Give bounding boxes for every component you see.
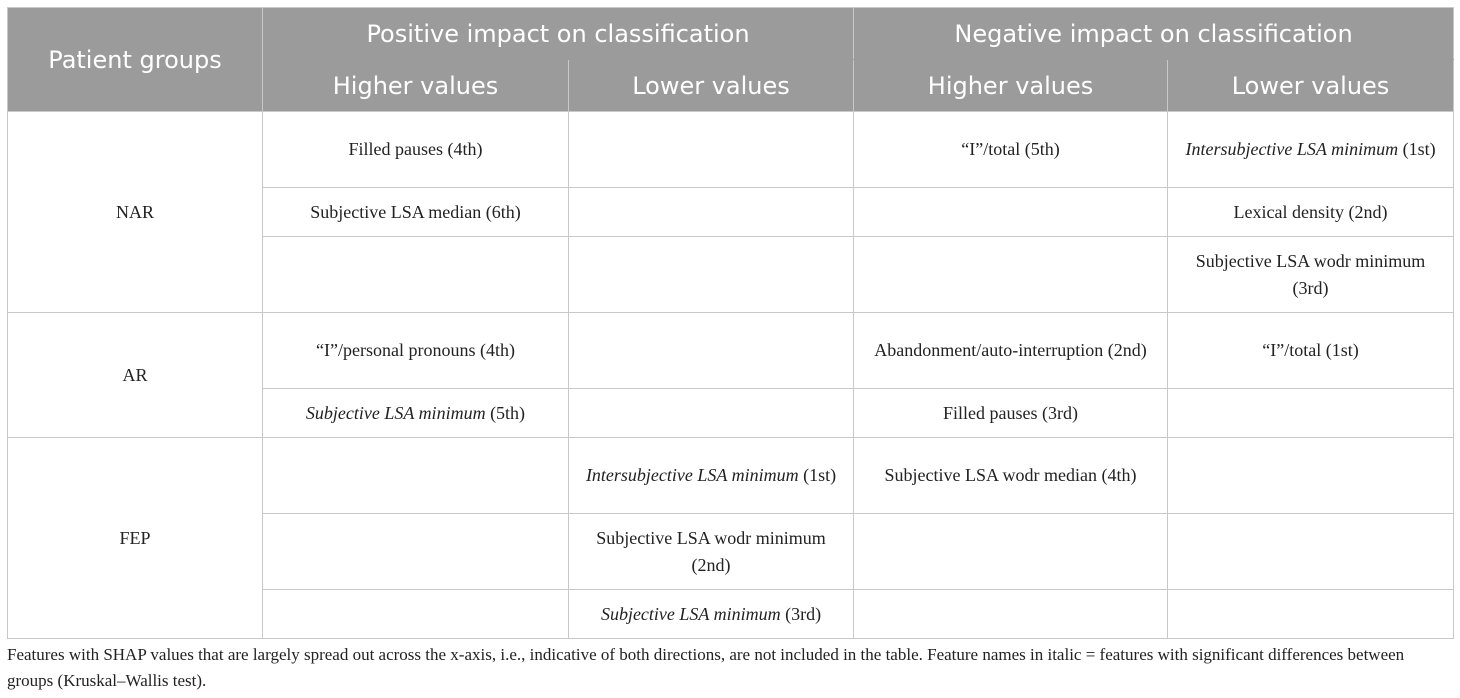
cell bbox=[263, 590, 569, 639]
cell bbox=[1168, 389, 1454, 438]
cell: Subjective LSA median (6th) bbox=[263, 188, 569, 237]
rank: (3rd) bbox=[785, 603, 822, 624]
table-row bbox=[8, 438, 1454, 514]
group-label-fep: FEP bbox=[8, 438, 263, 639]
cell bbox=[263, 237, 569, 313]
cell: Subjective LSA wodr median (4th) bbox=[854, 438, 1168, 514]
italic-feature: Subjective LSA minimum bbox=[305, 402, 486, 423]
cell: Abandonment/auto-interruption (2nd) bbox=[854, 313, 1168, 389]
rank: (1st) bbox=[803, 465, 837, 485]
header-positive-lower: Lower values bbox=[569, 60, 854, 112]
cell bbox=[854, 188, 1168, 237]
cell bbox=[569, 112, 854, 188]
rank: (1st) bbox=[1402, 139, 1436, 159]
cell bbox=[854, 237, 1168, 313]
cell bbox=[569, 313, 854, 389]
italic-feature: Subjective LSA minimum bbox=[600, 603, 781, 624]
italic-feature: Intersubjective LSA minimum bbox=[1185, 139, 1399, 159]
cell bbox=[1168, 514, 1454, 590]
cell: Filled pauses (4th) bbox=[263, 112, 569, 188]
cell: “I”/personal pronouns (4th) bbox=[263, 313, 569, 389]
rank: (5th) bbox=[490, 402, 526, 423]
cell bbox=[1168, 112, 1454, 188]
cell: “I”/total (1st) bbox=[1168, 313, 1454, 389]
cell: Filled pauses (3rd) bbox=[854, 389, 1168, 438]
italic-feature: Intersubjective LSA minimum bbox=[585, 465, 799, 485]
cell bbox=[569, 389, 854, 438]
shap-feature-table bbox=[7, 7, 1454, 639]
cell bbox=[569, 188, 854, 237]
cell bbox=[263, 438, 569, 514]
cell bbox=[569, 590, 854, 639]
header-negative-higher: Higher values bbox=[854, 60, 1168, 112]
cell bbox=[1168, 438, 1454, 514]
cell bbox=[263, 514, 569, 590]
header-positive-impact: Positive impact on classification bbox=[263, 8, 854, 60]
cell bbox=[854, 590, 1168, 639]
table-footnote: Features with SHAP values that are largely spread out across the x-axis, i.e., indicative of both directions, are not included in the table. Feature names in italic = features with significant differences between groups (Kruskal–Wallis test). bbox=[7, 645, 1405, 690]
header-negative-impact: Negative impact on classification bbox=[854, 8, 1454, 60]
cell: Subjective LSA wodr minimum (2nd) bbox=[569, 514, 854, 590]
table-row bbox=[8, 112, 1454, 188]
group-label-ar: AR bbox=[8, 313, 263, 438]
header-negative-lower: Lower values bbox=[1168, 60, 1454, 112]
cell bbox=[569, 237, 854, 313]
cell: Subjective LSA wodr minimum (3rd) bbox=[1168, 237, 1454, 313]
table-row bbox=[8, 313, 1454, 389]
cell bbox=[569, 438, 854, 514]
cell bbox=[1168, 590, 1454, 639]
cell: “I”/total (5th) bbox=[854, 112, 1168, 188]
header-patient-groups: Patient groups bbox=[8, 8, 263, 112]
cell: Lexical density (2nd) bbox=[1168, 188, 1454, 237]
header-positive-higher: Higher values bbox=[263, 60, 569, 112]
cell bbox=[854, 514, 1168, 590]
cell bbox=[263, 389, 569, 438]
group-label-nar: NAR bbox=[8, 112, 263, 313]
